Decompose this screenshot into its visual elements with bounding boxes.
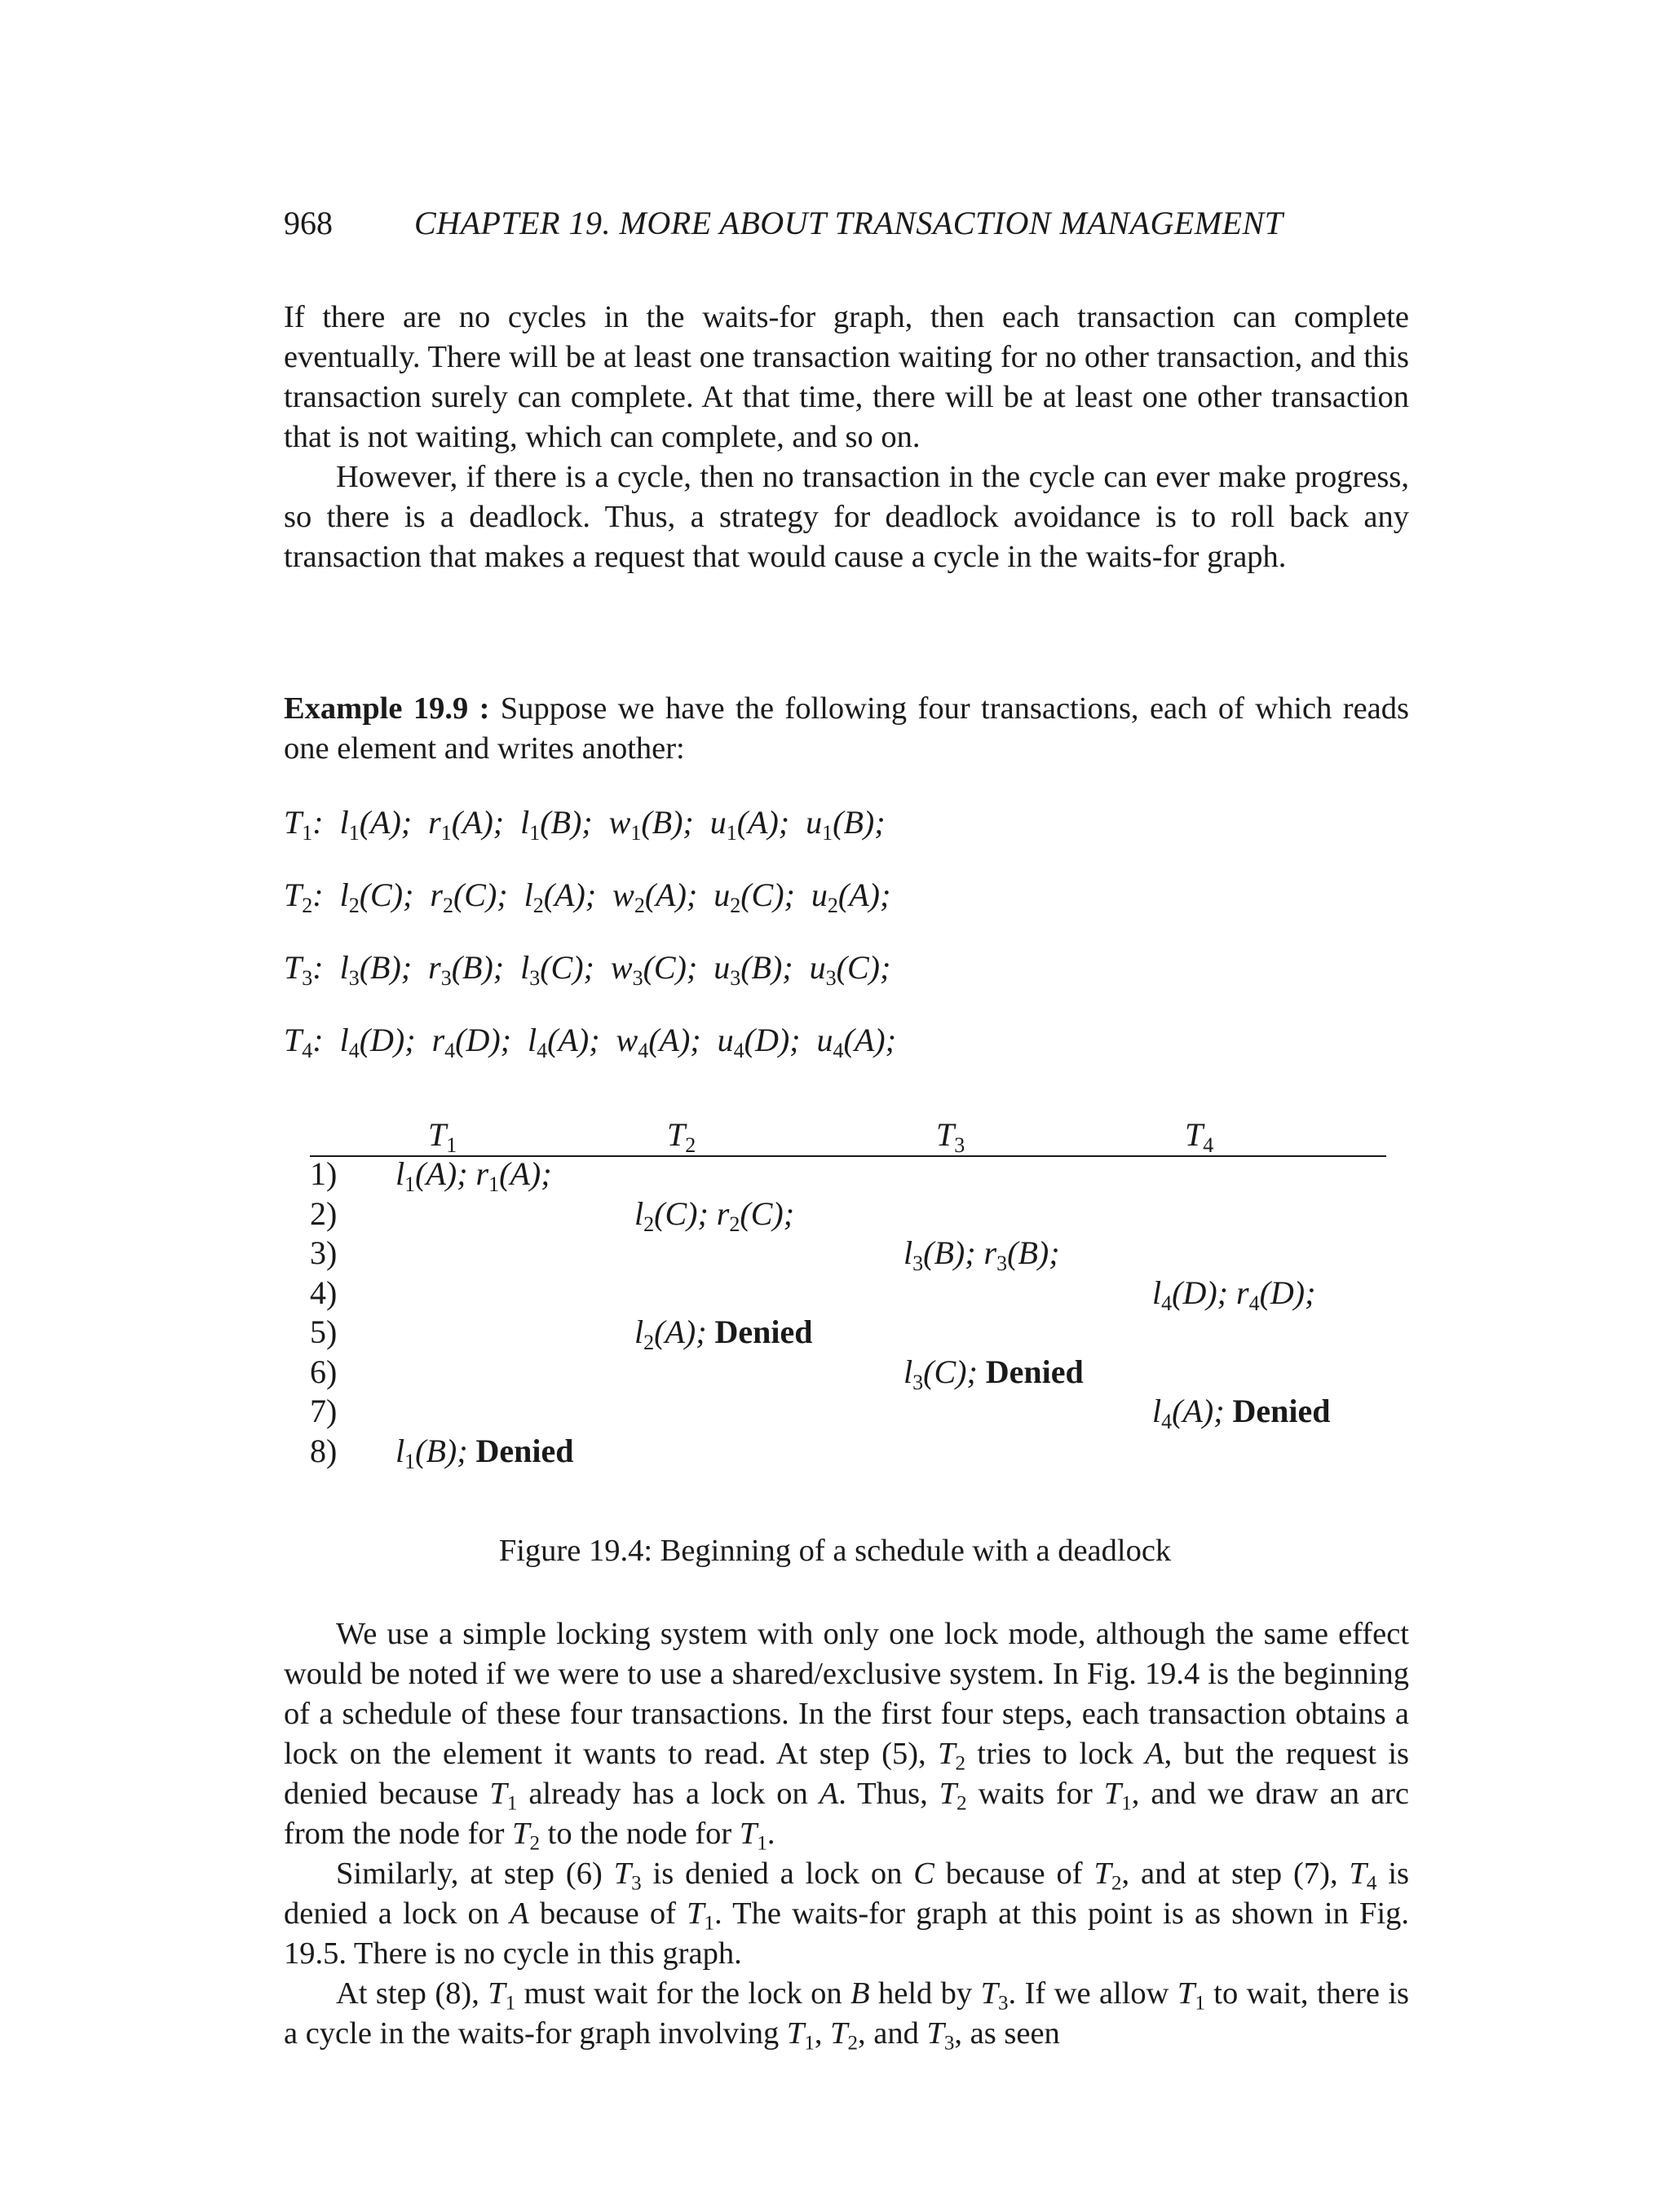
row-number: 6) (310, 1353, 338, 1390)
schedule-step: $l_2(A)$; Denied (634, 1314, 813, 1354)
schedule-step: $l_4(A)$; Denied (1152, 1393, 1331, 1433)
schedule-step: $l_3(B)$; $r_3(B)$; (903, 1234, 1060, 1275)
chapter-title: CHAPTER 19. MORE ABOUT TRANSACTION MANAGEMENT (414, 205, 1283, 241)
example-intro (284, 689, 1409, 769)
transaction-4: $T_4$: $l_4(D)$; $r_4(D)$; $l_4(A)$; $w_4(A)$; $u_4(D)$; $u_4(A)$; (284, 1022, 896, 1062)
figure-caption: Figure 19.4: Beginning of a schedule with a deadlock (498, 1534, 1172, 1568)
intro-text (284, 298, 1409, 577)
paragraph-step-8: At step (8), $T_1$ must wait for the lock on B held by $T_3$. If we allow $T_1$ to wait, there is a cycle in the waits-for graph involving $T_1$, $T_2$, and $T_3$, as seen (284, 1976, 1410, 2055)
column-header-t3: $T_3$ (936, 1116, 965, 1157)
schedule-step: $l_3(C)$; Denied (903, 1353, 1084, 1394)
example-label: Example 19.9 : (284, 691, 490, 726)
schedule-step: $l_1(B)$; Denied (395, 1432, 574, 1473)
column-header-t4: $T_4$ (1185, 1116, 1214, 1157)
page-number: 968 (284, 205, 333, 241)
paragraph-step-6-7: Similarly, at step (6) $T_3$ is denied a lock on C because of $T_2$, and at step (7), $T_4$ is denied a lock on A because of $T_1$. The waits-for graph at this point is as shown in Fig. 19.5. There is no cycle in this graph. (284, 1857, 1410, 1971)
example-text: Suppose we have the following four transactions, each of which reads one element and writes another: (284, 691, 1409, 766)
paragraph-schedule-explanation: We use a simple locking system with only one lock mode, although the same effect would be noted if we were to use a shared/exclusive system. In Fig. 19.4 is the beginning of a schedule of these four transactions. In the first four steps, each transaction obtains a lock on the element it wants to read. At step (5), $T_2$ tries to lock A, but the request is denied because $T_1$ already has a lock on A. Thus, $T_2$ waits for $T_1$, and we draw an arc from the node for $T_2$ to the node for $T_1$. (284, 1617, 1409, 1855)
row-number: 4) (310, 1274, 338, 1311)
transaction-3: $T_3$: $l_3(B)$; $r_3(B)$; $l_3(C)$; $w_3(C)$; $u_3(B)$; $u_3(C)$; (284, 949, 891, 990)
row-number: 3) (310, 1234, 338, 1271)
body-text (284, 1614, 1409, 2054)
running-header (284, 204, 1409, 253)
transaction-1: $T_1$: $l_1(A)$; $r_1(A)$; $l_1(B)$; $w_1(B)$; $u_1(A)$; $u_1(B)$; (284, 804, 886, 845)
row-number: 5) (310, 1314, 338, 1350)
schedule-table (310, 1115, 1386, 1482)
schedule-step: $l_1(A)$; $r_1(A)$; (395, 1155, 552, 1196)
row-number: 8) (310, 1432, 338, 1469)
row-number: 2) (310, 1194, 338, 1232)
paragraph-no-cycles: If there are no cycles in the waits-for graph, then each transaction can complete eventually. There will be at least one transaction waiting for no other transaction, and this transaction surely can complete. At that time, there will be at least one other transaction that is not waiting, which can complete, and so on. (284, 300, 1409, 454)
row-number: 1) (310, 1155, 338, 1192)
column-header-t2: $T_2$ (667, 1116, 696, 1157)
schedule-step: $l_4(D)$; $r_4(D)$; (1152, 1274, 1316, 1315)
transaction-2: $T_2$: $l_2(C)$; $r_2(C)$; $l_2(A)$; $w_2(A)$; $u_2(C)$; $u_2(A)$; (284, 876, 891, 917)
paragraph-cycle-deadlock: However, if there is a cycle, then no transaction in the cycle can ever make progress, so there is a deadlock. Thus, a strategy for deadlock avoidance is to roll back any transaction that makes a request that would cause a cycle in the waits-for graph. (284, 460, 1409, 574)
row-number: 7) (310, 1393, 338, 1429)
column-header-t1: $T_1$ (428, 1116, 457, 1157)
schedule-step: $l_2(C)$; $r_2(C)$; (634, 1194, 795, 1236)
